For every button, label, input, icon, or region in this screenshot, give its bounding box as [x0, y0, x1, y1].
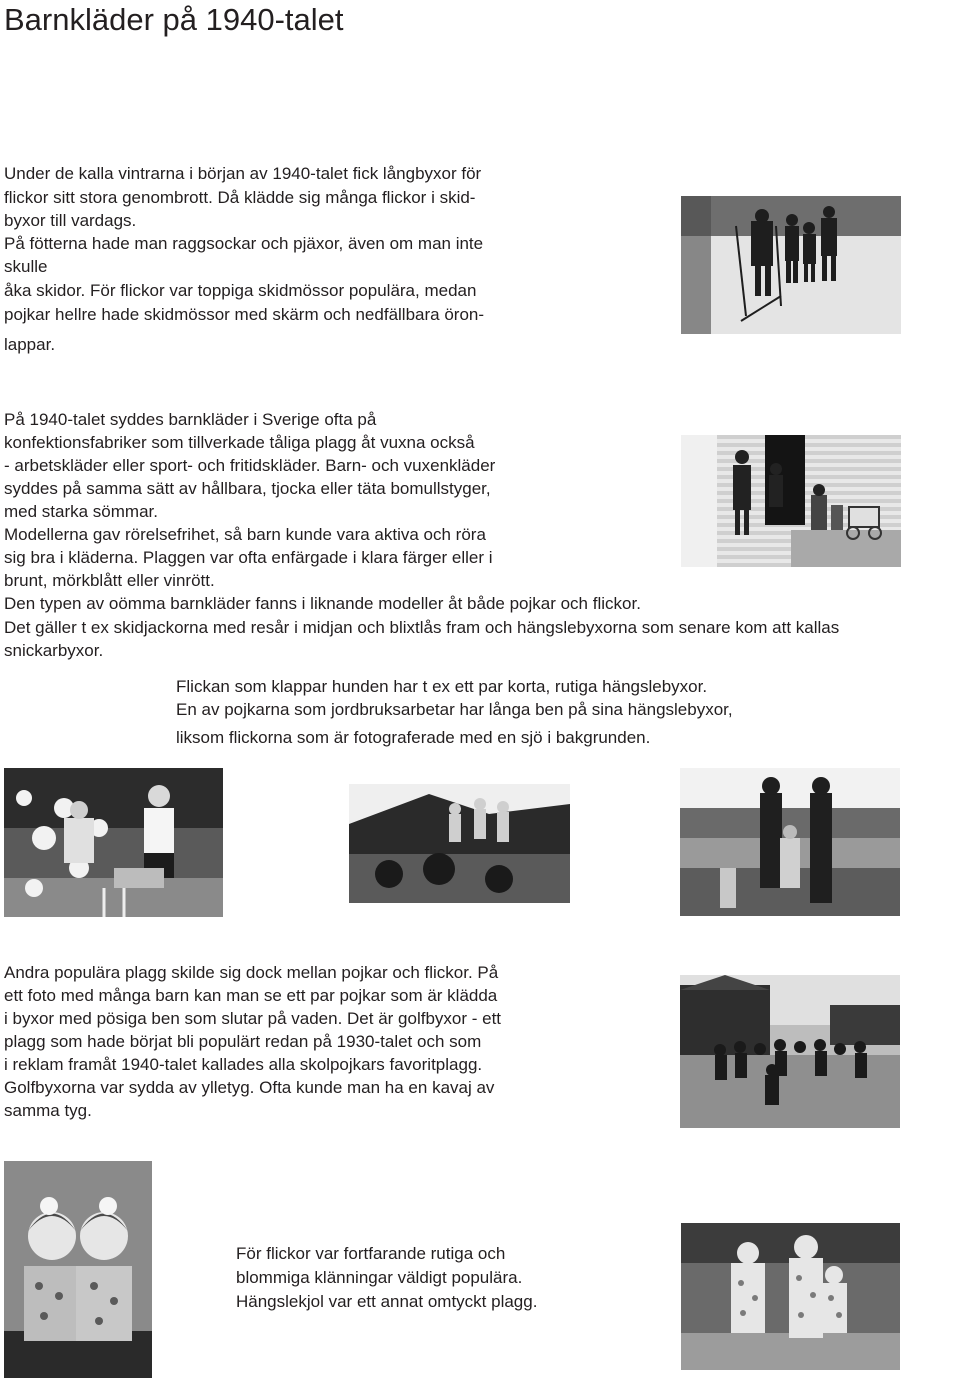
text-line: Under de kalla vintrarna i början av 1940-talet fick långbyxor för	[4, 164, 482, 183]
photo-girl-with-dog	[4, 768, 223, 917]
text-line: åka skidor. För flickor var toppiga skidmössor populära, medan	[4, 281, 477, 300]
text-line: i byxor med pösiga ben som slutar på vaden. Det är golfbyxor - ett	[4, 1009, 502, 1028]
text-line: En av pojkarna som jordbruksarbetar har långa ben på sina hängslebyxor,	[176, 700, 733, 719]
photo-group-of-children	[680, 975, 900, 1128]
text-line: med starka sömmar.	[4, 502, 158, 521]
text-line: byxor till vardags.	[4, 211, 137, 230]
text-line: sig bra i kläderna. Plaggen var ofta enfärgade i klara färger eller i	[4, 548, 493, 567]
text-line: ett foto med många barn kan man se ett par pojkar som är klädda	[4, 986, 498, 1005]
text-line: samma tyg.	[4, 1101, 92, 1120]
text-line: Det gäller t ex skidjackorna med resår i midjan och blixtlås fram och hängslebyxorna som senare kom att kallas	[4, 618, 840, 637]
text-line: flickor sitt stora genombrott. Då klädde sig många flickor i skid-	[4, 188, 476, 207]
text-line: Golfbyxorna var sydda av ylletyg. Ofta kunde man ha en kavaj av	[4, 1078, 495, 1097]
text-line: skulle	[4, 257, 48, 276]
text-line: Hängslekjol var ett annat omtyckt plagg.	[236, 1292, 538, 1311]
text-line: Flickan som klappar hunden har t ex ett par korta, rutiga hängslebyxor.	[176, 677, 708, 696]
photo-children-on-skis	[681, 196, 901, 334]
text-line: Modellerna gav rörelsefrihet, så barn kunde vara aktiva och röra	[4, 525, 486, 544]
text-line: blommiga klänningar väldigt populära.	[236, 1268, 523, 1287]
text-line: i reklam framåt 1940-talet kallades alla skolpojkars favoritplagg.	[4, 1055, 483, 1074]
text-line: - arbetskläder eller sport- och fritidskläder. Barn- och vuxenkläder	[4, 456, 496, 475]
text-line: plagg som hade börjat bli populärt redan på 1930-talet och som	[4, 1032, 482, 1051]
text-line: Den typen av oömma barnkläder fanns i liknande modeller åt både pojkar och flickor.	[4, 594, 641, 613]
photo-girls-by-lake	[680, 768, 900, 916]
text-line: snickarbyxor.	[4, 641, 104, 660]
photo-girls-in-dresses	[681, 1223, 900, 1370]
text-line: På 1940-talet syddes barnkläder i Sverige ofta på	[4, 410, 377, 429]
text-line: Andra populära plagg skilde sig dock mellan pojkar och flickor. På	[4, 963, 499, 982]
text-line: liksom flickorna som är fotograferade med en sjö i bakgrunden.	[176, 728, 651, 747]
photo-boys-farm-work	[349, 784, 570, 903]
text-line: syddes på samma sätt av hållbara, tjocka eller täta bomullstyger,	[4, 479, 491, 498]
text-line: pojkar hellre hade skidmössor med skärm och nedfällbara öron-	[4, 305, 485, 324]
text-line: brunt, mörkblått eller vinrött.	[4, 571, 215, 590]
page-title: Barnkläder på 1940-talet	[4, 2, 344, 37]
text-line: lappar.	[4, 335, 56, 354]
text-line: För flickor var fortfarande rutiga och	[236, 1244, 506, 1263]
photo-two-girls-portrait	[4, 1161, 152, 1378]
text-line: På fötterna hade man raggsockar och pjäxor, även om man inte	[4, 234, 484, 253]
photo-children-by-house	[681, 435, 901, 567]
text-line: konfektionsfabriker som tillverkade tåliga plagg åt vuxna också	[4, 433, 475, 452]
